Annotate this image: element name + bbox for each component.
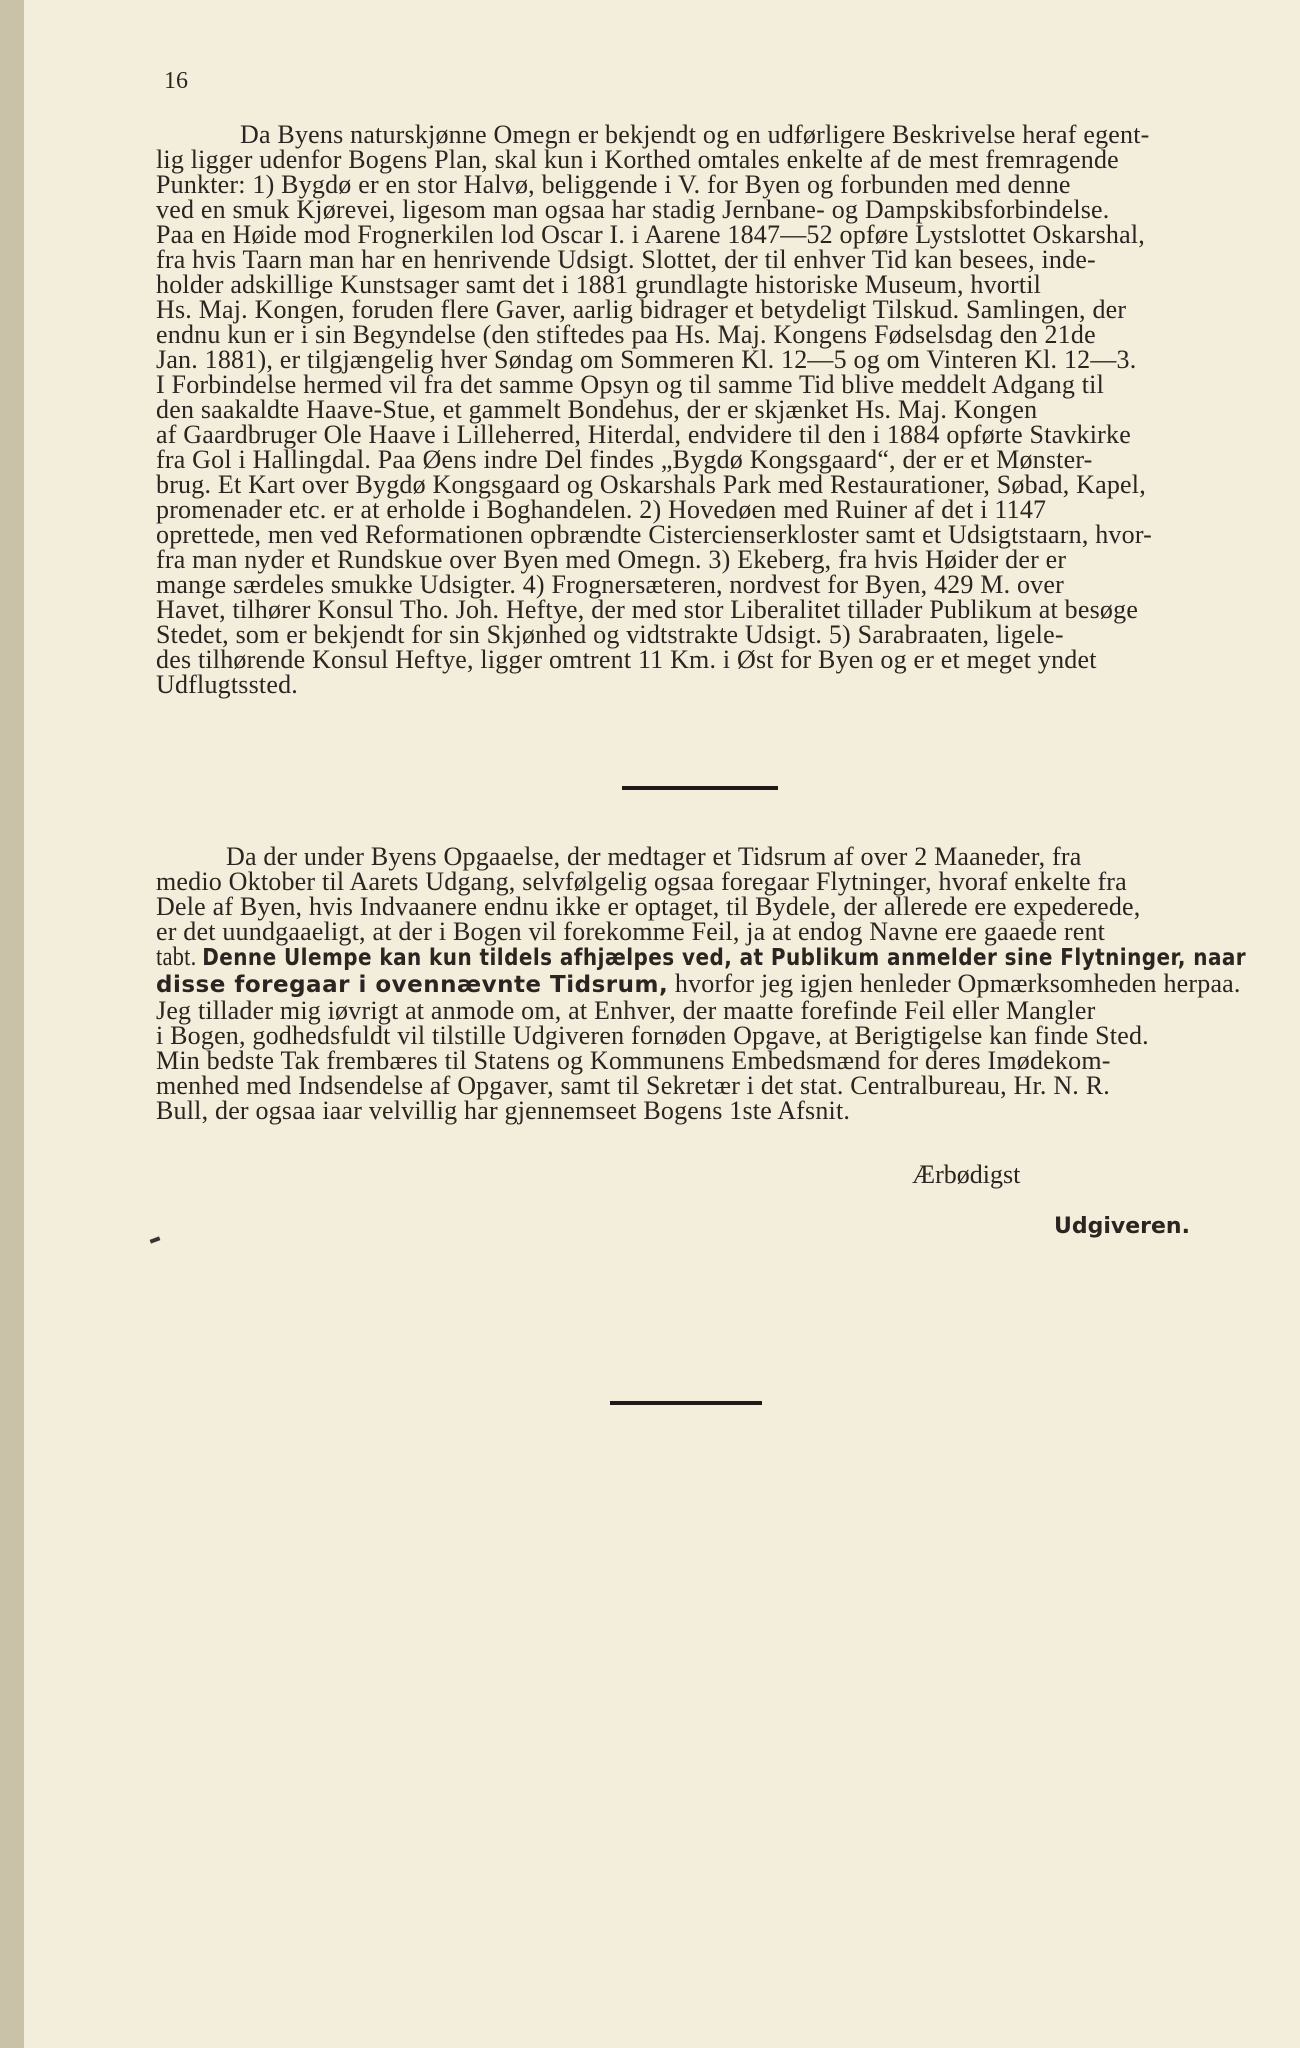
ink-mark xyxy=(150,1236,161,1243)
text-line: af Gaardbruger Ole Haave i Lilleherred, Hiterdal, endvidere til den i 1884 opførte Stavkirke xyxy=(156,420,1131,449)
text-line: Stedet, som er bekjendt for sin Skjønhed og vidtstrakte Udsigt. 5) Sarabraaten, ligele- xyxy=(156,620,1064,649)
text-run: tabt. xyxy=(156,942,197,971)
text-line: brug. Et Kart over Bygdø Kongsgaard og Oskarshals Park med Restaurationer, Søbad, Kapel, xyxy=(156,470,1146,499)
text-line: Havet, tilhører Konsul Tho. Joh. Heftye, der med stor Liberalitet tillader Publikum at besøge xyxy=(156,595,1139,624)
end-divider xyxy=(610,1401,762,1405)
text-run: hvorfor jeg igjen henleder Opmærksomheden herpaa. xyxy=(674,969,1241,998)
text-line: Min bedste Tak frembæres til Statens og Kommunens Embedsmænd for deres Imødekom- xyxy=(156,1046,1111,1075)
text-line: Da Byens naturskjønne Omegn er bekjendt og en udførligere Beskrivelse heraf egent- xyxy=(240,120,1150,149)
text-line: den saakaldte Haave-Stue, et gammelt Bondehus, der er skjænket Hs. Maj. Kongen xyxy=(156,395,1038,424)
text-line: holder adskillige Kunstsager samt det i 1881 grundlagte historiske Museum, hvortil xyxy=(156,270,1042,299)
page-number: 16 xyxy=(164,68,188,94)
text-line-mixed xyxy=(156,942,1247,971)
text-line: ved en smuk Kjørevei, ligesom man ogsaa har stadig Jernbane- og Dampskibsforbindelse. xyxy=(156,195,1110,224)
section-divider xyxy=(622,786,778,790)
text-line: medio Oktober til Aarets Udgang, selvfølgelig ogsaa foregaar Flytninger, hvoraf enkelte fra xyxy=(156,867,1127,896)
text-line: fra man nyder et Rundskue over Byen med Omegn. 3) Ekeberg, fra hvis Høider der er xyxy=(156,545,1067,574)
text-line: fra Gol i Hallingdal. Paa Øens indre Del findes „Bygdø Kongsgaard“, der er et Mønster- xyxy=(156,445,1093,474)
emphasized-text: Denne Ulempe kan kun tildels afhjælpes ved, at Publikum anmelder sine Flytninger, naar xyxy=(202,945,1247,971)
text-line: Jan. 1881), er tilgjængelig hver Søndag om Sommeren Kl. 12—5 og om Vinteren Kl. 12—3. xyxy=(156,345,1137,374)
text-line: Hs. Maj. Kongen, foruden flere Gaver, aarlig bidrager et betydeligt Tilskud. Samlingen, der xyxy=(156,295,1127,324)
text-line: Punkter: 1) Bygdø er en stor Halvø, beliggende i V. for Byen og forbunden med denne xyxy=(156,170,1071,199)
text-line: fra hvis Taarn man har en henrivende Udsigt. Slottet, der til enhver Tid kan besees, inde- xyxy=(156,245,1096,274)
text-line: promenader etc. er at erholde i Boghandelen. 2) Hovedøen med Ruiner af det i 1147 xyxy=(156,495,1047,524)
text-line: mange særdeles smukke Udsigter. 4) Frognersæteren, nordvest for Byen, 429 M. over xyxy=(156,570,1064,599)
text-line-mixed xyxy=(156,971,1246,998)
text-line: Da der under Byens Opgaaelse, der medtager et Tidsrum af over 2 Maaneder, fra xyxy=(226,842,1082,871)
signature: Udgiveren. xyxy=(1054,1214,1190,1239)
closing-salutation: Ærbødigst xyxy=(912,1160,1021,1189)
text-line: I Forbindelse hermed vil fra det samme Opsyn og til samme Tid blive meddelt Adgang til xyxy=(156,370,1105,399)
text-line: Jeg tillader mig iøvrigt at anmode om, at Enhver, der maatte forefinde Feil eller Mangler xyxy=(156,996,1096,1025)
text-line: menhed med Indsendelse af Opgaver, samt til Sekretær i det stat. Centralbureau, Hr. N. R. xyxy=(156,1071,1110,1100)
paragraph-notice xyxy=(156,844,1246,1123)
text-line: lig ligger udenfor Bogens Plan, skal kun i Korthed omtales enkelte af de mest fremragende xyxy=(156,145,1119,174)
text-line: i Bogen, godhedsfuldt vil tilstille Udgiveren fornøden Opgave, at Berigtigelse kan finde Sted. xyxy=(156,1021,1149,1050)
text-line: er det uundgaaeligt, at der i Bogen vil forekomme Feil, ja at endog Navne ere gaaede rent xyxy=(156,917,1106,946)
text-line: Dele af Byen, hvis Indvaanere endnu ikke er optaget, til Bydele, der allerede ere expederede, xyxy=(156,892,1141,921)
paragraph-excursions xyxy=(156,122,1246,697)
text-line: Udflugtssted. xyxy=(156,670,298,699)
text-line: Bull, der ogsaa iaar velvillig har gjennemseet Bogens 1ste Afsnit. xyxy=(156,1096,851,1125)
text-line: oprettede, men ved Reformationen opbrændte Cistercienserkloster samt et Udsigtstaarn, hvor- xyxy=(156,520,1153,549)
emphasized-text: disse foregaar i ovennævnte Tidsrum, xyxy=(156,972,669,998)
text-line: des tilhørende Konsul Heftye, ligger omtrent 11 Km. i Øst for Byen og er et meget yndet xyxy=(156,645,1097,674)
text-line: Paa en Høide mod Frognerkilen lod Oscar I. i Aarene 1847—52 opføre Lystslottet Oskarshal, xyxy=(156,220,1145,249)
text-line: endnu kun er i sin Begyndelse (den stiftedes paa Hs. Maj. Kongens Fødselsdag den 21de xyxy=(156,320,1096,349)
